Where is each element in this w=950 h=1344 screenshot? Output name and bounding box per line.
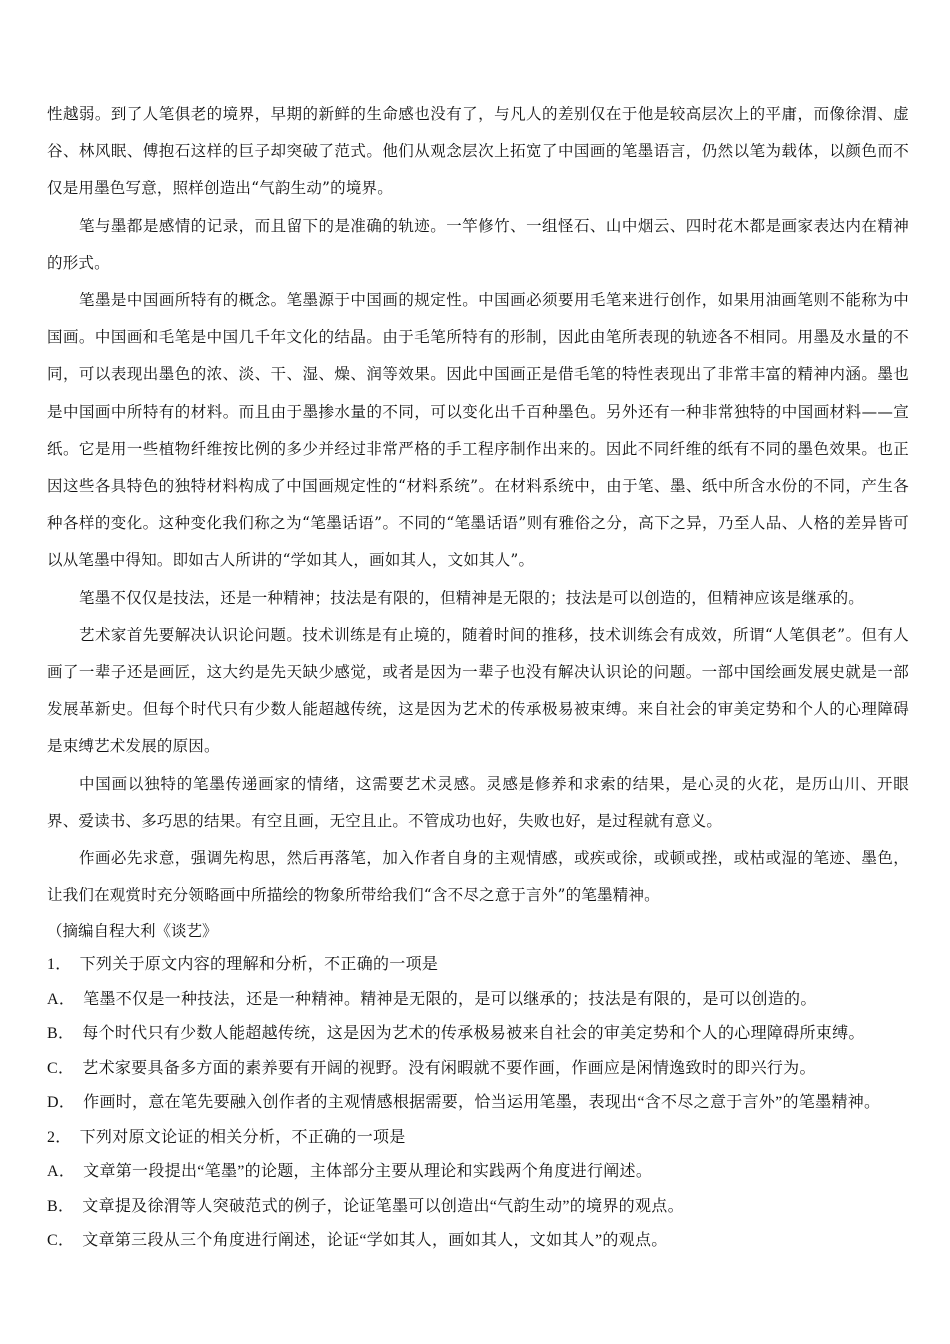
source-citation: （摘编自程大利《谈艺》 xyxy=(47,922,218,941)
option-label: B． xyxy=(47,1197,75,1215)
option-a xyxy=(47,1155,909,1190)
option-label: D． xyxy=(47,1094,76,1112)
option-a xyxy=(47,983,909,1018)
article-paragraph: 性越弱。到了人笔俱老的境界，早期的新鲜的生命感也没有了，与凡人的差别仅在于他是较高层次上的平庸，而像徐渭、虚谷、林风眠、傅抱石这样的巨子却突破了范式。他们从观念层次上拓宽了中国画的笔墨语言，仍然以笔为载体，以颜色而不仅是用墨色写意，照样创造出“气韵生动”的境界。 xyxy=(47,105,909,198)
article-paragraph: 笔墨是中国画所特有的概念。笔墨源于中国画的规定性。中国画必须要用毛笔来进行创作，如果用油画笔则不能称为中国画。中国画和毛笔是中国几千年文化的结晶。由于毛笔所特有的形制，因此由笔所表现的轨迹各不相同。用墨及水量的不同，可以表现出墨色的浓、淡、干、湿、燥、润等效果。因此中国画正是借毛笔的特性表现出了非常丰富的精神内涵。墨也是中国画中所特有的材料。而且由于墨掺水量的不同，可以变化出千百种墨色。另外还有一种非常独特的中国画材料——宣纸。它是用一些植物纤维按比例的多少并经过非常严格的手工程序制作出来的。因此不同纤维的纸有不同的墨色效果。也正因这些各具特色的独特材料构成了中国画规定性的“材料系统”。在材料系统中，由于笔、墨、纸中所含水份的不同，产生各种各样的变化。这种变化我们称之为“笔墨话语”。不同的“笔墨话语”则有雅俗之分，高下之异，乃至人品、人格的差异皆可以从笔墨中得知。即如古人所讲的“学如其人，画如其人，文如其人”。 xyxy=(47,291,909,570)
question-1 xyxy=(47,948,909,1121)
option-text: 文章提及徐渭等人突破范式的例子，论证笔墨可以创造出“气韵生动”的境界的观点。 xyxy=(82,1197,684,1215)
option-b xyxy=(47,1190,909,1225)
question-stem xyxy=(47,948,909,983)
document-page xyxy=(47,96,909,1259)
question-number: 1． xyxy=(47,956,72,974)
option-d xyxy=(47,1086,909,1121)
option-text: 每个时代只有少数人能超越传统，这是因为艺术的传承极易被来自社会的审美定势和个人的心理障碍所束缚。 xyxy=(82,1025,865,1043)
option-text: 艺术家要具备多方面的素养要有开阔的视野。没有闲暇就不要作画，作画应是闲情逸致时的即兴行为。 xyxy=(82,1059,816,1077)
option-text: 笔墨不仅是一种技法，还是一种精神。精神是无限的，是可以继承的；技法是有限的，是可以创造的。 xyxy=(83,990,817,1008)
question-text: 下列对原文论证的相关分析，不正确的一项是 xyxy=(79,1128,406,1146)
option-label: A． xyxy=(47,990,76,1008)
option-label: C． xyxy=(47,1232,75,1250)
option-text: 文章第三段从三个角度进行阐述，论证“学如其人，画如其人，文如其人”的观点。 xyxy=(82,1232,668,1250)
option-label: A． xyxy=(47,1163,76,1181)
question-text: 下列关于原文内容的理解和分析，不正确的一项是 xyxy=(79,956,439,974)
option-text: 作画时，意在笔先要融入创作者的主观情感根据需要，恰当运用笔墨，表现出“含不尽之意于言外”的笔墨精神。 xyxy=(83,1094,881,1112)
article-paragraph: 艺术家首先要解决认识论问题。技术训练是有止境的，随着时间的推移，技术训练会有成效，所谓“人笔俱老”。但有人画了一辈子还是画匠，这大约是先天缺少感觉，或者是因为一辈子也没有解决认识论的问题。一部中国绘画发展史就是一部发展革新史。但每个时代只有少数人能超越传统，这是因为艺术的传承极易被束缚。来自社会的审美定势和个人的心理障碍是束缚艺术发展的原因。 xyxy=(47,625,909,756)
option-label: B． xyxy=(47,1025,75,1043)
question-stem xyxy=(47,1121,909,1156)
article-paragraph: 笔与墨都是感情的记录，而且留下的是准确的轨迹。一竿修竹、一组怪石、山中烟云、四时花木都是画家表达内在精神的形式。 xyxy=(47,216,909,272)
article-paragraph: 笔墨不仅仅是技法，还是一种精神；技法是有限的，但精神是无限的；技法是可以创造的，但精神应该是继承的。 xyxy=(79,588,865,607)
question-number: 2． xyxy=(47,1128,72,1146)
option-c xyxy=(47,1224,909,1259)
option-c xyxy=(47,1052,909,1087)
question-2 xyxy=(47,1121,909,1259)
option-text: 文章第一段提出“笔墨”的论题，主体部分主要从理论和实践两个角度进行阐述。 xyxy=(83,1163,653,1181)
article-paragraph: 中国画以独特的笔墨传递画家的情绪，这需要艺术灵感。灵感是修养和求索的结果，是心灵的火花，是历山川、开眼界、爱读书、多巧思的结果。有空且画，无空且止。不管成功也好，失败也好，是过程就有意义。 xyxy=(47,774,909,830)
option-b xyxy=(47,1017,909,1052)
option-label: C． xyxy=(47,1059,75,1077)
article-paragraph: 作画必先求意，强调先构思，然后再落笔，加入作者自身的主观情感，或疾或徐，或顿或挫，或枯或湿的笔迹、墨色，让我们在观赏时充分领略画中所描绘的物象所带给我们“含不尽之意于言外”的笔墨精神。 xyxy=(47,849,909,905)
